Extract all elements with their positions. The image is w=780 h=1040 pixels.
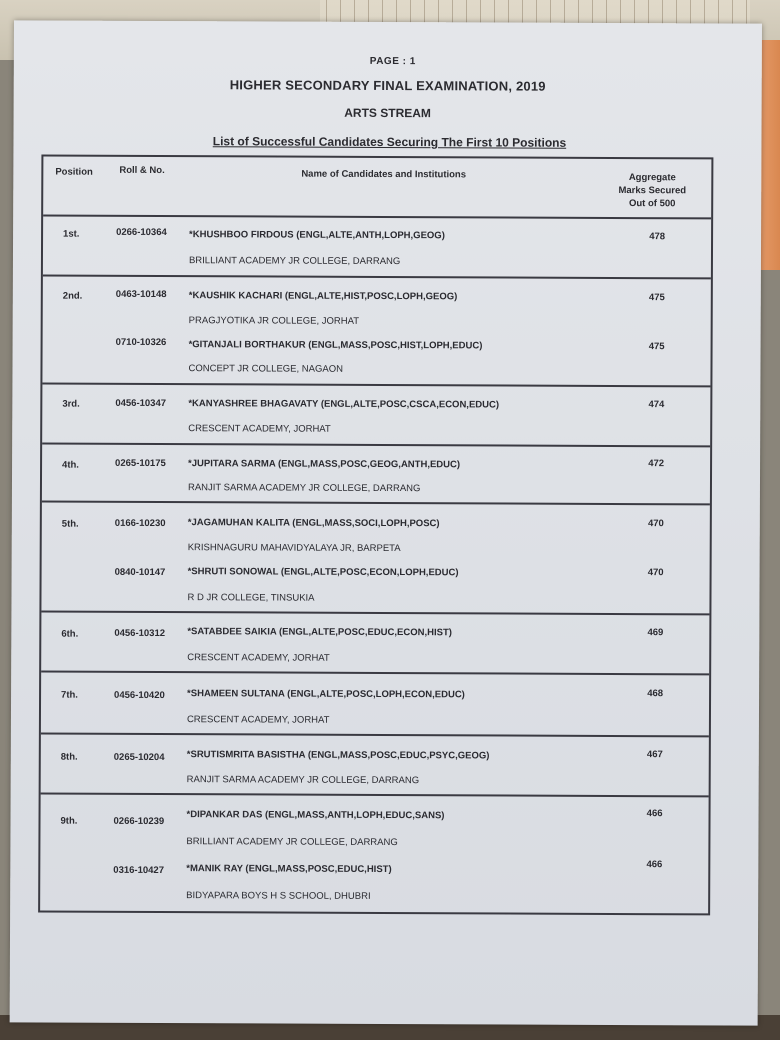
candidate-name: *SHAMEEN SULTANA (ENGL,ALTE,POSC,LOPH,ECON,EDUC) [187,688,465,701]
candidate-name: *GITANJALI BORTHAKUR (ENGL,MASS,POSC,HIST,LOPH,EDUC) [188,339,483,352]
candidate-name: *KAUSHIK KACHARI (ENGL,ALTE,HIST,POSC,LOPH,GEOG) [188,290,458,303]
position-cell: 7th. [61,689,78,701]
roll-cell: 0266-10364 [116,226,167,239]
table-row [41,612,709,675]
table-row [42,444,710,505]
institution-name: BRILLIANT ACADEMY JR COLLEGE, DARRANG [188,255,401,268]
page-number: PAGE : 1 [369,55,416,68]
list-title: List of Successful Candidates Securing The First 10 Positions [212,134,567,150]
header-name: Name of Candidates and Institutions [301,168,467,181]
header-aggregate-line3: Out of 500 [628,198,676,210]
marks-cell: 467 [646,749,663,761]
candidate-name: *MANIK RAY (ENGL,MASS,POSC,EDUC,HIST) [186,863,392,876]
position-cell: 1st. [63,228,80,240]
table-row [42,384,710,447]
marks-cell: 475 [648,292,665,304]
roll-cell: 0710-10326 [115,336,167,349]
marks-cell: 468 [647,688,664,700]
institution-name: KRISHNAGURU MAHAVIDYALAYA JR, BARPETA [187,542,401,555]
position-cell: 6th. [61,628,79,640]
institution-name: CRESCENT ACADEMY, JORHAT [186,714,330,726]
marks-cell: 470 [647,518,664,530]
table-row [41,502,709,615]
table-row [41,672,709,737]
roll-cell: 0456-10347 [115,397,167,410]
institution-name: PRAGJYOTIKA JR COLLEGE, JORHAT [188,315,360,327]
position-cell: 8th. [60,751,78,763]
marks-cell: 478 [649,231,666,243]
marks-cell: 469 [647,627,664,639]
institution-name: R D JR COLLEGE, TINSUKIA [187,592,315,604]
institution-name: CONCEPT JR COLLEGE, NAGAON [188,363,344,375]
candidate-name: *KHUSHBOO FIRDOUS (ENGL,ALTE,ANTH,LOPH,GEOG) [189,229,445,242]
marks-cell: 466 [646,808,663,820]
document-page [10,20,762,1025]
candidate-name: *SHRUTI SONOWAL (ENGL,ALTE,POSC,ECON,LOPH,EDUC) [187,566,459,579]
institution-name: CRESCENT ACADEMY, JORHAT [187,652,330,664]
table-row [40,794,709,915]
exam-title: HIGHER SECONDARY FINAL EXAMINATION, 2019 [229,77,546,94]
roll-cell: 0265-10175 [115,457,166,470]
institution-name: BIDYAPARA BOYS H S SCHOOL, DHUBRI [186,890,371,902]
table-row [42,276,710,387]
roll-cell: 0316-10427 [113,864,165,877]
stream-title: ARTS STREAM [344,105,431,121]
position-cell: 9th. [60,815,78,827]
position-cell: 4th. [62,459,79,471]
roll-cell: 0456-10420 [114,689,165,702]
institution-name: RANJIT SARMA ACADEMY JR COLLEGE, DARRANG [186,774,420,787]
header-position: Position [55,166,93,178]
marks-cell: 470 [647,567,664,579]
roll-cell: 0456-10312 [114,627,166,640]
candidate-name: *KANYASHREE BHAGAVATY (ENGL,ALTE,POSC,CSCA,ECON,EDUC) [188,398,500,411]
position-cell: 3rd. [62,398,80,410]
marks-cell: 475 [648,341,665,353]
candidate-name: *JAGAMUHAN KALITA (ENGL,MASS,SOCI,LOPH,POSC) [187,517,440,530]
marks-cell: 472 [648,458,665,470]
institution-name: RANJIT SARMA ACADEMY JR COLLEGE, DARRANG [187,482,421,495]
marks-cell: 466 [646,859,663,871]
candidate-name: *SRUTISMRITA BASISTHA (ENGL,MASS,POSC,EDUC,PSYC,GEOG) [186,749,490,762]
roll-cell: 0463-10148 [115,288,167,301]
marks-cell: 474 [648,399,665,411]
header-aggregate [607,171,697,210]
position-cell: 2nd. [62,290,83,302]
header-roll: Roll & No. [119,164,165,177]
roll-cell: 0166-10230 [114,517,166,530]
results-table [38,154,713,915]
roll-cell: 0265-10204 [113,751,165,764]
table-header [43,156,711,219]
table-row [41,734,709,797]
table-row [43,214,711,279]
candidate-name: *DIPANKAR DAS (ENGL,MASS,ANTH,LOPH,EDUC,SANS) [186,809,445,822]
header-aggregate-line2: Marks Secured [618,185,687,197]
institution-name: BRILLIANT ACADEMY JR COLLEGE, DARRANG [186,836,398,849]
candidate-name: *SATABDEE SAIKIA (ENGL,ALTE,POSC,EDUC,ECON,HIST) [187,626,452,639]
institution-name: CRESCENT ACADEMY, JORHAT [188,423,331,435]
header-aggregate-line1: Aggregate [628,172,676,184]
roll-cell: 0266-10239 [113,815,165,828]
roll-cell: 0840-10147 [114,566,166,579]
candidate-name: *JUPITARA SARMA (ENGL,MASS,POSC,GEOG,ANTH,EDUC) [188,458,461,471]
position-cell: 5th. [61,518,79,530]
